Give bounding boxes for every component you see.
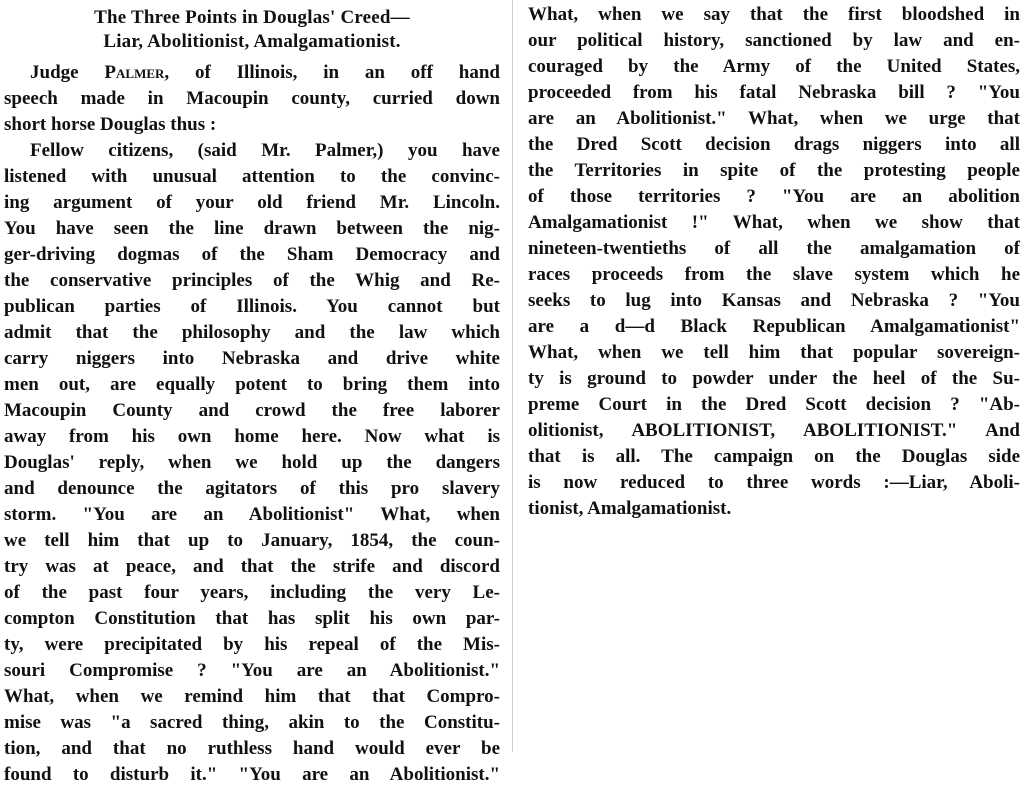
text-line: tion, and that no ruthless hand would ever be (4, 738, 500, 759)
text-line: What, when we tell him that popular sovereign- (528, 342, 1020, 363)
text-line: are a d—d Black Republican Amalgamationist" (528, 316, 1020, 337)
left-column (4, 2, 500, 788)
text-line: admit that the philosophy and the law which (4, 322, 500, 343)
text-line: are an Abolitionist." What, when we urge that (528, 108, 1020, 129)
text-line: proceeded from his fatal Nebraska bill ? "You (528, 82, 1020, 103)
text-line: couraged by the Army of the United States, (528, 56, 1020, 77)
text-line: the Territories in spite of the protesting people (528, 160, 1020, 181)
text-line: preme Court in the Dred Scott decision ? "Ab- (528, 394, 1020, 415)
text-line: ger-driving dogmas of the Sham Democracy and (4, 244, 500, 265)
text-line: that is all. The campaign on the Douglas side (528, 446, 1020, 467)
intro-line: short horse Douglas thus : (4, 114, 217, 135)
text-line: Douglas' reply, when we hold up the dangers (4, 452, 500, 473)
text-line: of those territories ? "You are an abolition (528, 186, 1020, 207)
text-line: races proceeds from the slave system which he (528, 264, 1020, 285)
text-line: tionist, Amalgamationist. (528, 498, 732, 519)
text-line: away from his own home here. Now what is (4, 426, 500, 447)
text-line: we tell him that up to January, 1854, the coun- (4, 530, 500, 551)
text-line: Macoupin County and crowd the free laborer (4, 400, 500, 421)
intro-line: Judge Palmer, of Illinois, in an off hand (30, 62, 500, 83)
text-line: the conservative principles of the Whig and Re- (4, 270, 500, 291)
right-body (528, 2, 1020, 522)
text-line: publican parties of Illinois. You cannot but (4, 296, 500, 317)
text-line: is now reduced to three words :—Liar, Aboli- (528, 472, 1020, 493)
headline-line-2: Liar, Abolitionist, Amalgamationist. (103, 31, 401, 52)
text-line: men out, are equally potent to bring them into (4, 374, 500, 395)
text-line: the Dred Scott decision drags niggers into all (528, 134, 1020, 155)
text-line: try was at peace, and that the strife and discord (4, 556, 500, 577)
text-line: What, when we say that the first bloodshed in (528, 4, 1020, 25)
text-line: ing argument of your old friend Mr. Lincoln. (4, 192, 500, 213)
column-divider (512, 0, 513, 752)
text-line: compton Constitution that has split his own par- (4, 608, 500, 629)
text-line: carry niggers into Nebraska and drive white (4, 348, 500, 369)
headline-line-1: The Three Points in Douglas' Creed— (94, 7, 410, 28)
text-line: our political history, sanctioned by law and en- (528, 30, 1020, 51)
text-line: mise was "a sacred thing, akin to the Constitu- (4, 712, 500, 733)
text-line: seeks to lug into Kansas and Nebraska ? "You (528, 290, 1020, 311)
text-line: listened with unusual attention to the convinc- (4, 166, 500, 187)
right-column (528, 2, 1020, 522)
text-line: Fellow citizens, (said Mr. Palmer,) you have (30, 140, 500, 161)
text-line: Amalgamationist !" What, when we show that (528, 212, 1020, 233)
text-line: and denounce the agitators of this pro slavery (4, 478, 500, 499)
text-line: ty, were precipitated by his repeal of the Mis- (4, 634, 500, 655)
left-body (4, 138, 500, 788)
text-line: You have seen the line drawn between the nig- (4, 218, 500, 239)
text-line: of the past four years, including the very Le- (4, 582, 500, 603)
text-line: ty is ground to powder under the heel of the Su- (528, 368, 1020, 389)
author-name: Palmer (104, 62, 165, 83)
text-line: What, when we remind him that that Compro- (4, 686, 500, 707)
intro-line: speech made in Macoupin county, curried down (4, 88, 500, 109)
text-line: souri Compromise ? "You are an Abolitionist." (4, 660, 500, 681)
text-line: olitionist, ABOLITIONIST, ABOLITIONIST." And (528, 420, 1020, 441)
article-headline (4, 6, 500, 54)
text-line: storm. "You are an Abolitionist" What, when (4, 504, 500, 525)
text-line: found to disturb it." "You are an Abolitionist." (4, 764, 500, 785)
text-line: nineteen-twentieths of all the amalgamation of (528, 238, 1020, 259)
